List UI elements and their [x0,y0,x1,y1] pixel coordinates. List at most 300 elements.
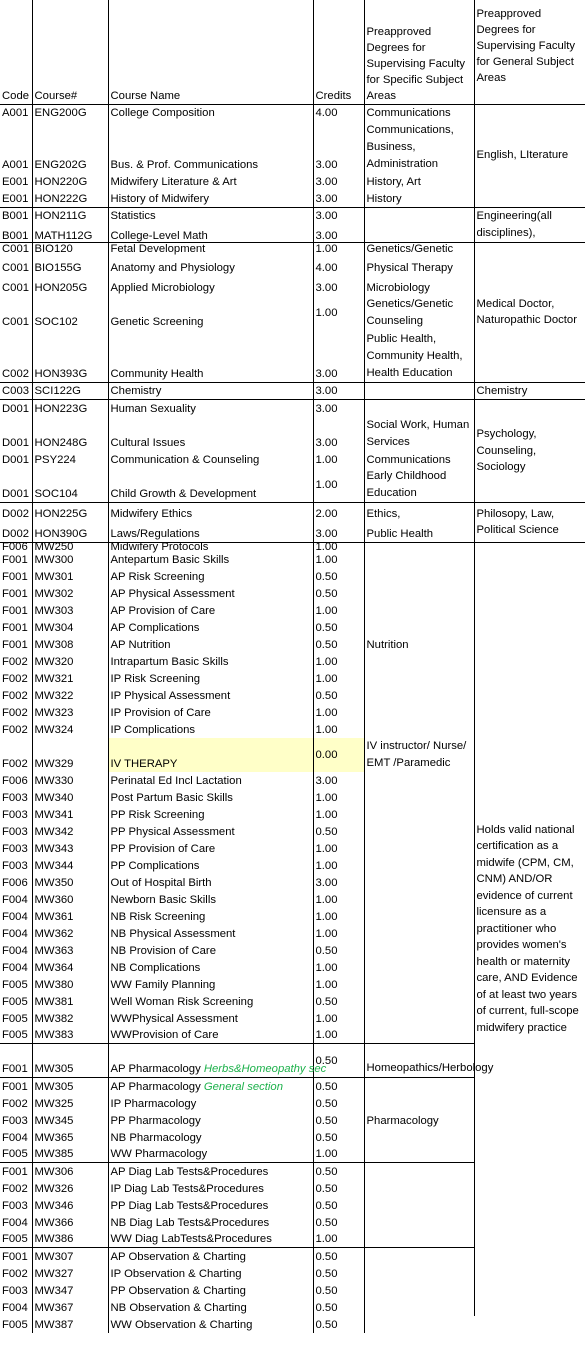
cell-course-name: Anatomy and Physiology [108,256,313,276]
cell-code: D002 [0,502,32,522]
cell-course-number: MW301 [32,568,108,585]
cell-course-number: MW324 [32,721,108,738]
cell-course-number: MW385 [32,1146,108,1163]
table-body [0,104,585,1333]
header-credits: Credits [313,0,364,104]
course-section-note: Herbs&Homeopathy sec [203,1063,327,1075]
cell-code: F001 [2,621,28,634]
cell-course-name: IP Complications [108,721,313,738]
cell-credits: 0.50 [313,619,364,636]
cell-credits: 0.50 [313,942,364,959]
cell-specific-degrees [364,1316,474,1333]
cell-specific-degrees [364,942,474,959]
cell-course-number: MW383 [32,1027,108,1044]
cell-credits: 0.50 [313,568,364,585]
cell-code: F002 [2,1267,28,1280]
cell-course-name: Fetal Development [108,243,313,257]
header-code: Code [2,89,30,102]
cell-course-name: AP Diag Lab Tests&Procedures [108,1163,313,1180]
cell-course-number: SOC104 [32,468,108,503]
cell-course-number: MW350 [32,874,108,891]
cell-course-name: WW Observation & Charting [108,1316,313,1333]
cell-code: E001 [2,192,29,205]
cell-code: F004 [2,893,28,906]
cell-course-name: History of Midwifery [108,190,313,207]
cell-credits: 1.00 [313,925,364,942]
cell-course-number: HON393G [32,330,108,382]
cell-code: D002 [2,527,30,540]
cell-course-name: Communication & Counseling [108,451,313,468]
cell-specific-degrees [364,1129,474,1146]
cell-code: F003 [2,842,28,855]
cell-credits: 1.00 [313,891,364,908]
cell-credits: 0.50 [313,1078,364,1095]
cell-course-number: MW330 [32,772,108,789]
cell-course-number: MW347 [32,1282,108,1299]
cell-course-name: AP Nutrition [108,636,313,653]
cell-code: F005 [2,1233,28,1245]
cell-credits: 0.50 [313,1316,364,1333]
cell-credits: 1.00 [313,1231,364,1248]
cell-specific-degrees: Early Childhood Education [364,468,474,503]
cell-specific-degrees [364,823,474,840]
cell-course-number: MW382 [32,1010,108,1027]
cell-specific-degrees [364,687,474,704]
cell-course-name: Midwifery Ethics [108,502,313,522]
cell-credits: 0.50 [313,1248,364,1265]
header-general-degrees: Preapproved Degrees for Supervising Faculty for General Subject Areas [474,0,585,104]
cell-specific-degrees: Genetics/Genetic Counseling [364,296,474,330]
table-row [0,243,585,257]
cell-code: C002 [2,367,30,380]
cell-credits: 1.00 [313,653,364,670]
cell-course-number: MW250 [32,542,108,551]
cell-specific-degrees [364,1095,474,1112]
cell-code: C001 [2,282,30,294]
cell-specific-degrees: Microbiology [364,276,474,296]
cell-course-name: Out of Hospital Birth [108,874,313,891]
cell-credits: 3.00 [313,231,364,243]
cell-specific-degrees: Communications [364,451,474,468]
cell-credits: 0.50 [313,1214,364,1231]
cell-course-number: HON222G [32,190,108,207]
cell-course-number: HON211G [32,207,108,231]
cell-specific-degrees [364,542,474,551]
cell-specific-degrees [364,1214,474,1231]
cell-specific-degrees [364,840,474,857]
cell-course-number: MW345 [32,1112,108,1129]
cell-credits: 1.00 [313,721,364,738]
cell-course-number: BIO155G [32,256,108,276]
cell-credits: 0.50 [313,823,364,840]
cell-course-number: MW304 [32,619,108,636]
cell-code: F002 [2,689,28,702]
cell-course-number: MW327 [32,1265,108,1282]
cell-course-number: MW362 [32,925,108,942]
cell-course-name: Laws/Regulations [108,522,313,542]
table-row [0,104,585,121]
cell-code: F004 [2,927,28,940]
cell-specific-degrees [364,1231,474,1248]
cell-course-name: AP Provision of Care [108,602,313,619]
cell-credits: 1.00 [313,806,364,823]
cell-course-number: MW321 [32,670,108,687]
cell-specific-degrees: Social Work, Human Services [364,417,474,451]
cell-specific-degrees [364,1282,474,1299]
cell-general-degrees: Psychology, Counseling, Sociology [474,400,585,503]
cell-specific-degrees [364,1265,474,1282]
cell-course-number: SCI122G [32,382,108,400]
cell-course-number: HON205G [32,276,108,296]
cell-course-name: IP Physical Assessment [108,687,313,704]
cell-specific-degrees [364,1163,474,1180]
cell-code: F003 [2,791,28,804]
cell-course-name: IP Observation & Charting [108,1265,313,1282]
cell-course-number: MW307 [32,1248,108,1265]
cell-code: F001 [0,1248,32,1265]
cell-code: F001 [2,638,28,651]
cell-course-name: Child Growth & Development [108,468,313,503]
cell-code: B001 [2,230,29,242]
cell-credits: 3.00 [313,400,364,417]
cell-specific-degrees: Homeopathics/Herbology [364,1044,474,1078]
table-row [0,542,585,551]
cell-code: F001 [2,570,28,583]
cell-course-number: MW303 [32,602,108,619]
cell-code: F005 [2,1029,28,1041]
cell-specific-degrees [364,1027,474,1044]
cell-course-name: Post Partum Basic Skills [108,789,313,806]
cell-code: A001 [0,104,32,121]
cell-course-number: MW366 [32,1214,108,1231]
cell-code: F004 [2,1131,28,1144]
cell-specific-degrees [364,874,474,891]
cell-course-name: Antepartum Basic Skills [108,551,313,568]
cell-specific-degrees [364,551,474,568]
cell-code: F002 [2,706,28,719]
cell-credits: 3.00 [313,417,364,451]
cell-code: F004 [2,1216,28,1229]
cell-code: F001 [0,1044,32,1078]
cell-specific-degrees [364,653,474,670]
cell-specific-degrees [364,789,474,806]
cell-course-name: Cultural Issues [108,417,313,451]
cell-general-degrees: Engineering(all disciplines), [474,207,585,243]
cell-specific-degrees [364,1010,474,1027]
cell-code: D001 [2,453,30,466]
cell-course-number: MW381 [32,993,108,1010]
cell-course-number: MATH112G [32,231,108,243]
cell-specific-degrees [364,602,474,619]
cell-code: F005 [2,1012,28,1025]
cell-credits: 0.50 [313,1112,364,1129]
cell-code: E001 [2,176,29,188]
cell-specific-degrees: Pharmacology [364,1112,474,1129]
cell-credits: 1.00 [313,976,364,993]
cell-course-name: Applied Microbiology [108,276,313,296]
cell-credits: 1.00 [313,1010,364,1027]
cell-specific-degrees [364,857,474,874]
cell-code: F004 [2,961,28,974]
cell-credits: 3.00 [313,190,364,207]
cell-course-number: MW322 [32,687,108,704]
cell-course-number: HON223G [32,400,108,417]
cell-code: F005 [2,995,28,1008]
table-row [0,502,585,522]
cell-specific-degrees [364,1078,474,1095]
cell-code: F001 [0,1163,32,1180]
cell-course-number: MW302 [32,585,108,602]
cell-course-number: MW340 [32,789,108,806]
table-row [0,382,585,400]
header-specific-degrees: Preapproved Degrees for Supervising Faculty for Specific Subject Areas [364,0,474,104]
cell-course-name: WW Diag LabTests&Procedures [108,1231,313,1248]
cell-course-name: WW Family Planning [108,976,313,993]
cell-course-name: Human Sexuality [108,400,313,417]
cell-course-name: PP Complications [108,857,313,874]
cell-course-name: AP Complications [108,619,313,636]
cell-course-name: Midwifery Literature & Art [108,173,313,190]
cell-specific-degrees [364,231,474,243]
cell-course-number: MW326 [32,1180,108,1197]
cell-code: F002 [2,655,28,668]
cell-specific-degrees [364,568,474,585]
cell-credits: 3.00 [313,276,364,296]
cell-course-name: Newborn Basic Skills [108,891,313,908]
cell-code: D001 [0,400,32,417]
cell-course-number: BIO120 [32,243,108,257]
cell-code: F002 [2,1097,28,1110]
cell-credits: 1.00 [313,542,364,551]
cell-course-name: Bus. & Prof. Communications [108,121,313,173]
cell-specific-degrees [364,806,474,823]
cell-credits: 1.00 [313,704,364,721]
cell-course-number: MW306 [32,1163,108,1180]
cell-course-number: MW360 [32,891,108,908]
cell-course-number: ENG202G [32,121,108,173]
cell-course-name: WWProvision of Care [108,1027,313,1044]
cell-specific-degrees [364,1248,474,1265]
cell-course-name: NB Complications [108,959,313,976]
cell-credits: 1.00 [313,468,364,503]
cell-course-number: MW344 [32,857,108,874]
cell-code: F005 [2,1148,28,1160]
cell-credits: 0.50 [313,687,364,704]
cell-specific-degrees [364,908,474,925]
cell-course-name: PP Provision of Care [108,840,313,857]
cell-course-number: HON220G [32,173,108,190]
cell-code: D001 [2,436,30,449]
cell-credits: 0.50 [313,1129,364,1146]
cell-course-name: Genetic Screening [108,296,313,330]
cell-general-degrees: English, LIterature [474,104,585,207]
cell-specific-degrees [364,1197,474,1214]
cell-course-number: MW367 [32,1299,108,1316]
cell-course-name: PP Physical Assessment [108,823,313,840]
cell-course-number: MW363 [32,942,108,959]
table-row [0,207,585,231]
cell-course-number: MW320 [32,653,108,670]
cell-specific-degrees [364,1180,474,1197]
cell-credits: 1.00 [313,959,364,976]
cell-course-name: NB Provision of Care [108,942,313,959]
cell-code: F003 [2,1114,28,1127]
cell-code: F006 [0,542,32,551]
cell-course-name: Midwifery Protocols [108,542,313,551]
cell-specific-degrees [364,1146,474,1163]
cell-course-number: MW305 [32,1044,108,1078]
cell-code: F006 [2,774,28,787]
cell-credits: 1.00 [313,451,364,468]
cell-specific-degrees [364,400,474,417]
cell-specific-degrees: Communications [364,104,474,121]
cell-specific-degrees [364,1299,474,1316]
cell-credits: 0.50 [313,1197,364,1214]
cell-course-number: PSY224 [32,451,108,468]
cell-specific-degrees: Ethics, [364,502,474,522]
cell-course-number: MW361 [32,908,108,925]
cell-code: F005 [2,1318,28,1331]
cell-credits: 0.50 [313,1299,364,1316]
cell-specific-degrees: Communications, Business, Administration [364,121,474,173]
cell-specific-degrees: History [364,190,474,207]
cell-specific-degrees [364,721,474,738]
cell-course-name: PP Observation & Charting [108,1282,313,1299]
cell-credits: 3.00 [313,522,364,542]
cell-credits: 0.00 [313,738,364,772]
cell-credits: 0.50 [313,1180,364,1197]
cell-code: C001 [0,243,32,257]
cell-course-name: Statistics [108,207,313,231]
cell-code: F006 [2,876,28,889]
cell-course-name: WW Pharmacology [108,1146,313,1163]
cell-course-number: MW380 [32,976,108,993]
cell-specific-degrees [364,670,474,687]
cell-credits: 1.00 [313,670,364,687]
cell-code: F003 [2,1284,28,1297]
table-row [0,400,585,417]
cell-credits: 0.50 [313,636,364,653]
course-name-text: AP Pharmacology [110,1063,201,1075]
cell-code: B001 [0,207,32,231]
cell-credits: 1.00 [313,1027,364,1044]
cell-course-number: HON225G [32,502,108,522]
cell-credits: 3.00 [313,207,364,231]
cell-code: F005 [2,978,28,991]
cell-course-number: MW346 [32,1197,108,1214]
cell-course-name: College-Level Math [108,231,313,243]
cell-course-name: AP Risk Screening [108,568,313,585]
cell-code: D001 [2,487,30,500]
cell-code: F002 [2,723,28,736]
cell-course-name: AP Observation & Charting [108,1248,313,1265]
cell-code: F003 [2,825,28,838]
cell-credits: 1.00 [313,551,364,568]
cell-credits: 0.50 [313,993,364,1010]
course-name-text: AP Pharmacology [110,1080,201,1093]
cell-course-name: PP Diag Lab Tests&Procedures [108,1197,313,1214]
cell-course-number: MW341 [32,806,108,823]
cell-credits: 1.00 [313,602,364,619]
cell-credits: 1.00 [313,908,364,925]
cell-course-name: PP Risk Screening [108,806,313,823]
cell-credits: 0.50 [313,1163,364,1180]
cell-code: F003 [2,859,28,872]
cell-course-name: IP Pharmacology [108,1095,313,1112]
cell-course-name: NB Observation & Charting [108,1299,313,1316]
cell-course-number: MW325 [32,1095,108,1112]
cell-code: F002 [2,757,28,770]
cell-specific-degrees [364,891,474,908]
cell-code: F004 [2,944,28,957]
cell-code: F003 [2,808,28,821]
cell-general-degrees: Holds valid national certification as a midwife (CPM, CM, CNM) AND/OR evidence of current licensure as a practitioner who provides women's health or maternity care, AND Evidence of at least two years of current, full-scope midwifery practice [474,542,585,1316]
cell-code: F004 [2,910,28,923]
cell-course-number: MW323 [32,704,108,721]
cell-code: C001 [2,316,30,328]
cell-credits: 1.00 [313,1146,364,1163]
cell-credits: 0.50 [313,1282,364,1299]
cell-specific-degrees [364,925,474,942]
cell-specific-degrees [364,976,474,993]
cell-code: F001 [0,1078,32,1095]
cell-course-number: MW300 [32,551,108,568]
cell-course-number: SOC102 [32,296,108,330]
cell-credits: 0.50 [313,1265,364,1282]
cell-specific-degrees [364,585,474,602]
cell-specific-degrees: Genetics/Genetic [364,243,474,257]
cell-course-name: Chemistry [108,382,313,400]
cell-course-number: MW364 [32,959,108,976]
cell-course-number: HON248G [32,417,108,451]
cell-code: F002 [2,672,28,685]
cell-course-name: NB Diag Lab Tests&Procedures [108,1214,313,1231]
cell-specific-degrees: Public Health [364,522,474,542]
cell-credits: 0.50 [313,1044,364,1078]
cell-course-number: MW305 [32,1078,108,1095]
cell-code: F004 [2,1301,28,1314]
cell-course-name: Well Woman Risk Screening [108,993,313,1010]
cell-code: C003 [0,382,32,400]
cell-credits: 1.00 [313,296,364,330]
cell-course-name: NB Physical Assessment [108,925,313,942]
cell-credits: 3.00 [313,121,364,173]
cell-credits: 1.00 [313,789,364,806]
cell-credits: 3.00 [313,874,364,891]
cell-course-name [108,1078,313,1095]
cell-specific-degrees: Public Health, Community Health, Health Education [364,330,474,382]
cell-credits: 4.00 [313,256,364,276]
cell-course-name: College Composition [108,104,313,121]
cell-specific-degrees: History, Art [364,173,474,190]
cell-course-name: AP Physical Assessment [108,585,313,602]
cell-course-name: NB Risk Screening [108,908,313,925]
cell-specific-degrees [364,772,474,789]
cell-specific-degrees [364,959,474,976]
cell-course-number: MW387 [32,1316,108,1333]
cell-credits: 4.00 [313,104,364,121]
cell-specific-degrees: Nutrition [364,636,474,653]
cell-specific-degrees: Physical Therapy [364,256,474,276]
course-section-note: General section [203,1080,283,1093]
cell-course-name: IV THERAPY [108,738,313,772]
cell-course-number: ENG200G [32,104,108,121]
cell-credits: 1.00 [313,243,364,257]
cell-credits: 2.00 [313,502,364,522]
cell-course-name: Community Health [108,330,313,382]
cell-course-name: PP Pharmacology [108,1112,313,1129]
cell-course-number: MW365 [32,1129,108,1146]
